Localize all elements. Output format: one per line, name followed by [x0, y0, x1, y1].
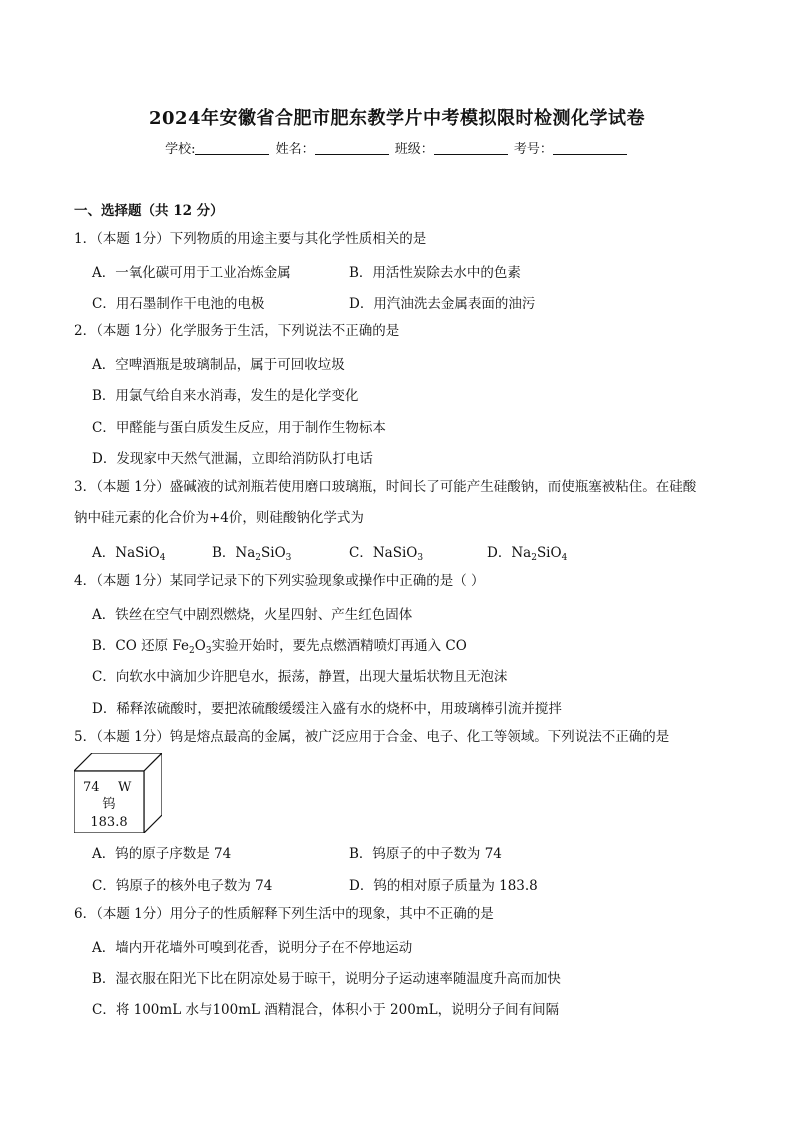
subscript: 2	[255, 553, 262, 563]
question-5-option-d[interactable]: D．钨的相对原子质量为 183.8	[349, 878, 538, 894]
class-blank[interactable]	[434, 142, 508, 155]
formula: SiO	[536, 545, 562, 561]
question-4-option-d[interactable]: D．稀释浓硫酸时，要把浓硫酸缓缓注入盛有水的烧杯中，用玻璃棒引流并搅拌	[92, 701, 562, 717]
page-title: 2024年安徽省合肥市肥东教学片中考模拟限时检测化学试卷	[148, 108, 646, 129]
option-letter: A．	[92, 545, 116, 561]
subscript: 3	[285, 553, 292, 563]
question-4-option-c[interactable]: C．向软水中滴加少许肥皂水，振荡，静置，出现大量垢状物且无泡沫	[92, 669, 508, 685]
option-letter: C．	[349, 545, 373, 561]
formula: NaSiO	[115, 545, 160, 561]
formula: Na	[511, 545, 532, 561]
question-5-stem: 5．（本题 1分）钨是熔点最高的金属，被广泛应用于合金、电子、化工等领域。下列说法不正确的是	[74, 729, 670, 745]
question-1-stem: 1．（本题 1分）下列物质的用途主要与其化学性质相关的是	[74, 231, 427, 247]
exam-no-blank[interactable]	[553, 142, 627, 155]
section-heading: 一、选择题（共 12 分）	[74, 203, 224, 219]
question-2-option-d[interactable]: D．发现家中天然气泄漏，立即给消防队打电话	[92, 451, 373, 467]
question-3-option-a[interactable]	[92, 541, 165, 561]
element-name: 钨	[102, 797, 116, 812]
question-3-stem-line2: 钠中硅元素的化合价为+4价，则硅酸钠化学式为	[74, 510, 364, 526]
element-symbol: W	[118, 780, 132, 795]
question-2-stem: 2．（本题 1分）化学服务于生活，下列说法不正确的是	[74, 323, 400, 339]
formula: NaSiO	[372, 545, 418, 561]
question-1-option-b[interactable]: B．用活性炭除去水中的色素	[349, 265, 521, 281]
element-card-tungsten	[74, 753, 162, 833]
question-2-option-c[interactable]: C．甲醛能与蛋白质发生反应，用于制作生物标本	[92, 420, 386, 436]
question-3-option-c[interactable]	[349, 541, 423, 561]
option-text: O	[194, 638, 206, 654]
question-3-option-d[interactable]	[487, 541, 567, 561]
school-label: 学校:	[165, 142, 196, 157]
question-5-option-a[interactable]: A．钨的原子序数是 74	[92, 846, 232, 862]
subscript: 4	[561, 553, 568, 563]
question-4-option-b[interactable]	[92, 634, 467, 654]
exam-no-label: 考号：	[513, 142, 553, 157]
question-5-option-c[interactable]: C．钨原子的核外电子数为 74	[92, 878, 273, 894]
subscript: 4	[159, 553, 166, 563]
subscript: 3	[205, 646, 212, 656]
name-label: 姓名：	[275, 142, 315, 157]
question-6-stem: 6．（本题 1分）用分子的性质解释下列生活中的现象，其中不正确的是	[74, 906, 494, 922]
option-letter: D．	[487, 545, 512, 561]
option-text: B．CO 还原 Fe	[92, 638, 190, 654]
question-3-option-b[interactable]	[212, 541, 291, 561]
question-1-option-a[interactable]: A．一氧化碳可用于工业冶炼金属	[92, 265, 291, 281]
subscript: 3	[417, 553, 424, 563]
question-4-option-a[interactable]: A．铁丝在空气中剧烈燃烧，火星四射、产生红色固体	[92, 607, 413, 623]
atomic-mass: 183.8	[90, 815, 128, 830]
question-6-option-c[interactable]: C．将 100mL 水与100mL 酒精混合，体积小于 200mL，说明分子间有间隔	[92, 1002, 560, 1018]
subscript: 2	[189, 646, 195, 656]
formula: Na	[235, 545, 256, 561]
name-blank[interactable]	[315, 142, 389, 155]
question-1-option-d[interactable]: D．用汽油洗去金属表面的油污	[349, 296, 536, 312]
question-6-option-a[interactable]: A．墙内开花墙外可嗅到花香，说明分子在不停地运动	[92, 940, 413, 956]
question-2-option-a[interactable]: A．空啤酒瓶是玻璃制品，属于可回收垃圾	[92, 357, 345, 373]
question-3-stem-line1: 3．（本题 1分）盛碱液的试剂瓶若使用磨口玻璃瓶，时间长了可能产生硅酸钠，而使瓶塞被粘住。在硅酸	[74, 479, 697, 495]
class-label: 班级：	[394, 142, 434, 157]
element-cube-drawing	[74, 753, 162, 833]
question-1-option-c[interactable]: C．用石墨制作干电池的电极	[92, 296, 265, 312]
option-letter: B．	[212, 545, 236, 561]
formula: SiO	[261, 545, 286, 561]
question-6-option-b[interactable]: B．湿衣服在阳光下比在阴凉处易于晾干，说明分子运动速率随温度升高而加快	[92, 971, 561, 987]
option-text: 实验开始时，要先点燃酒精喷灯再通入 CO	[211, 638, 467, 654]
school-blank[interactable]	[195, 142, 269, 155]
atomic-number: 74	[83, 780, 100, 795]
student-info-row	[0, 138, 794, 157]
question-4-stem: 4．（本题 1分）某同学记录下的下列实验现象或操作中正确的是（ ）	[74, 573, 485, 589]
subscript: 2	[531, 553, 537, 563]
question-5-option-b[interactable]: B．钨原子的中子数为 74	[349, 846, 502, 862]
question-2-option-b[interactable]: B．用氯气给自来水消毒，发生的是化学变化	[92, 388, 359, 404]
